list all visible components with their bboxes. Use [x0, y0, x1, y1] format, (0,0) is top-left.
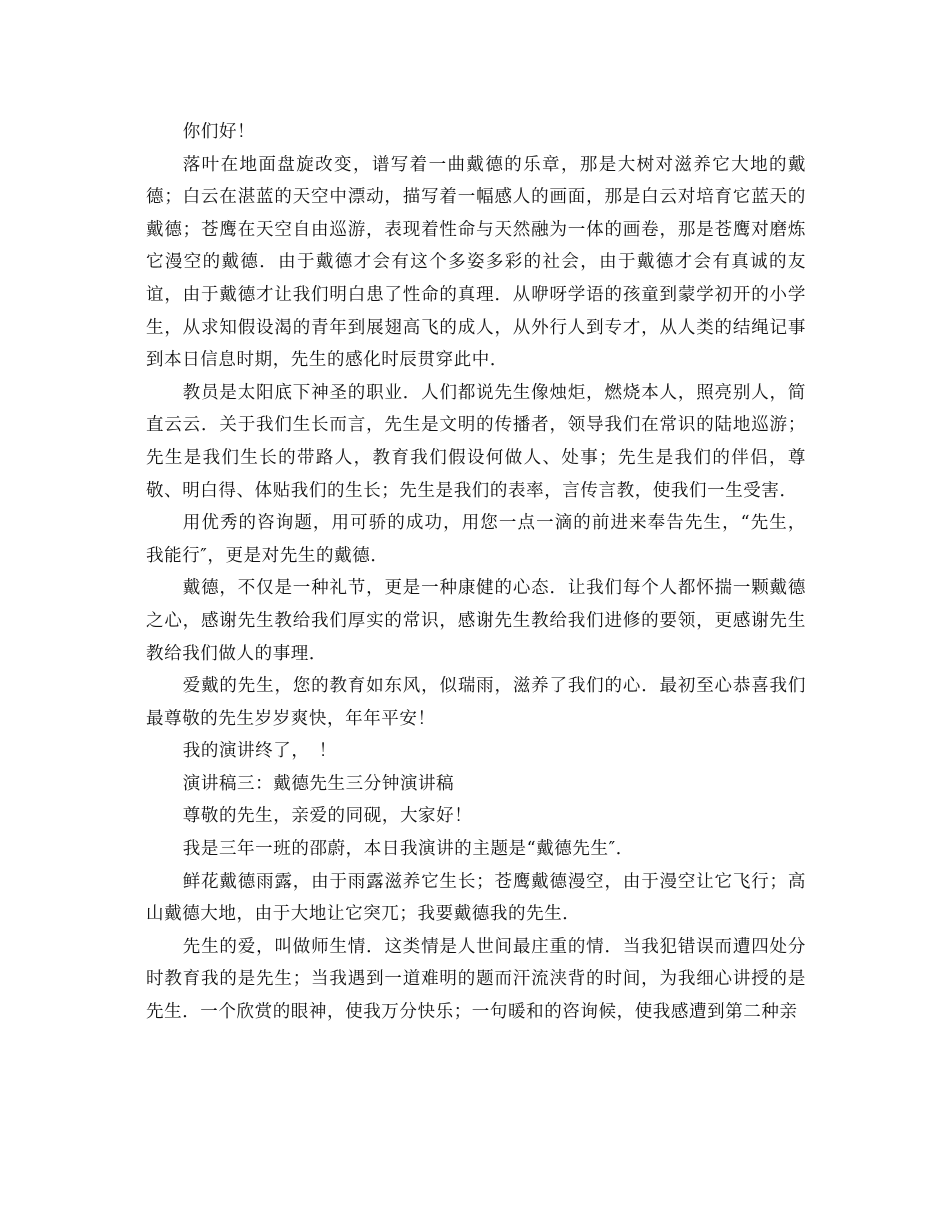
- paragraph-salutation: 尊敬的先生，亲爱的同砚，大家好！: [182, 806, 473, 827]
- paragraph-greeting: 你们好！: [182, 122, 256, 142]
- paragraph-blessing: 爱戴的先生，您的教育如东风，似瑞雨，滋养了我们的心．最初至心恭喜我们最尊敬的先生岁岁爽快，年年平安！: [146, 676, 806, 729]
- paragraph-flowers-eagle: 鲜花戴德雨露，由于雨露滋养它生长；苍鹰戴德漫空，由于漫空让它飞行；高山戴德大地，由于大地让它突兀；我要戴德我的先生．: [146, 871, 806, 925]
- paragraph-teacher-profession: 教员是太阳底下神圣的职业．人们都说先生像烛炬，燃烧本人，照亮别人，简直云云．关于我们生长而言，先生是文明的传播者，领导我们在常识的陆地巡游；先生是我们生长的带路人，教育我们假设何做人、处事；先生是我们的伴侣，尊敬、明白得、体贴我们的生长；先生是我们的表率，言传言教，使我们一生受害．: [146, 382, 806, 501]
- paragraph-teacher-love: 先生的爱，叫做师生情．这类情是人世间最庄重的情．当我犯错误而遭四处分时教育我的是先生；当我遇到一道难明的题而汗流浃背的时间，为我细心讲授的是先生．一个欣赏的眼神，使我万分快乐；一句暖和的咨询候，使我感遭到第二种亲: [146, 936, 806, 1023]
- paragraph-gratitude-attitude: 戴德，不仅是一种礼节，更是一种康健的心态．让我们每个人都怀揣一颗戴德之心，感谢先生教给我们厚实的常识，感谢先生教给我们进修的要领，更感谢先生教给我们做人的事理．: [146, 578, 806, 664]
- paragraph-speech-end: 我的演讲终了， ！: [182, 741, 337, 762]
- section-heading: 演讲稿三：戴德先生三分钟演讲稿: [182, 773, 455, 794]
- document-body: [146, 116, 806, 1029]
- paragraph-introduction: 我是三年一班的邵蔚，本日我演讲的主题是“戴德先生″．: [182, 839, 634, 860]
- paragraph-gratitude-nature: 落叶在地面盘旋改变，谱写着一曲戴德的乐章，那是大树对滋养它大地的戴德；白云在湛蓝的天空中漂动，描写着一幅感人的画面，那是白云对培育它蓝天的戴德；苍鹰在天空自由巡游，表现着性命与天然融为一体的画卷，那是苍鹰对磨炼它漫空的戴德．由于戴德才会有这个多姿多彩的社会，由于戴德才会有真诚的友谊，由于戴德才让我们明白患了性命的真理．从咿呀学语的孩童到蒙学初开的小学生，从求知假设渴的青年到展翅高飞的成人，从外行人到专才，从人类的结绳记事到本日信息时期，先生的感化时辰贯穿此中．: [146, 154, 806, 371]
- paragraph-progress-report: 用优秀的咨询题，用可骄的成功，用您一点一滴的前进来奉告先生，“先生，我能行″，更是对先生的戴德．: [146, 513, 806, 566]
